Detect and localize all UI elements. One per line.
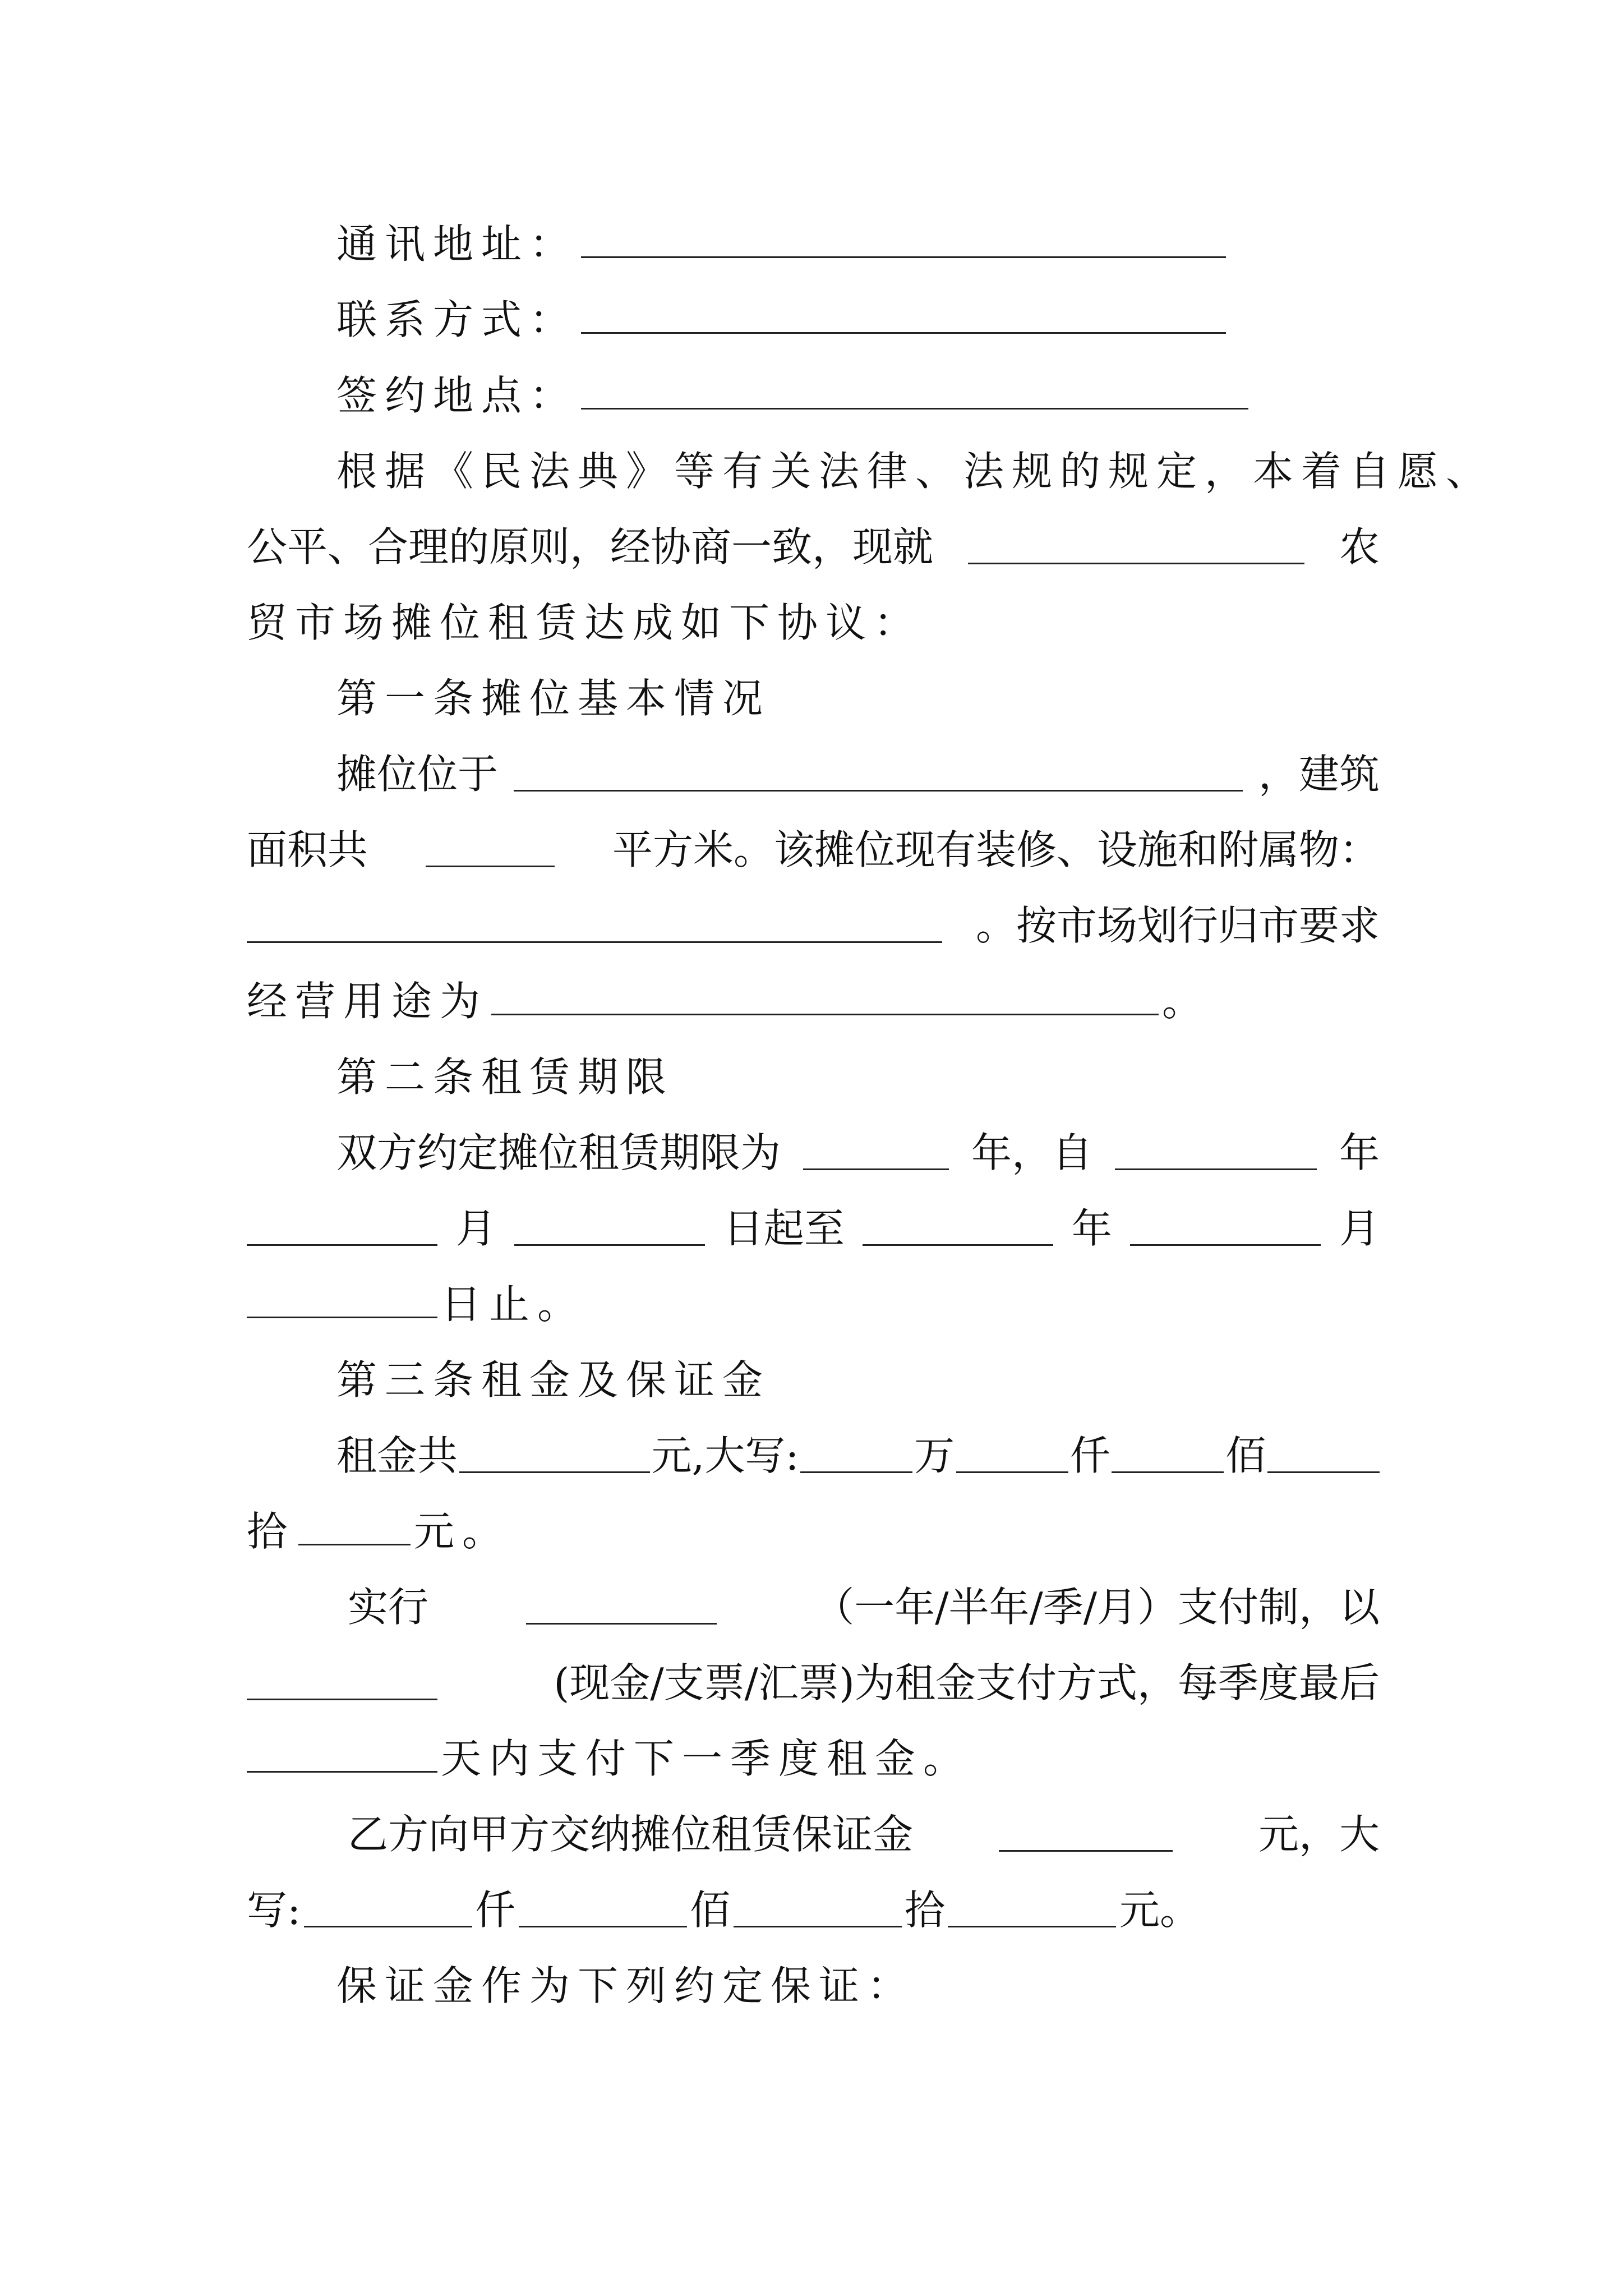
article3-line-4	[247, 1652, 1380, 1714]
article1-line-2	[247, 819, 1380, 881]
address-label: 通讯地址：	[336, 220, 578, 268]
usage-blank[interactable]	[491, 981, 1159, 1015]
usage-suffix-text: 。	[1162, 978, 1211, 1025]
pay-prefix-text: 实行	[348, 1584, 429, 1631]
rent-amount-blank[interactable]	[459, 1439, 650, 1473]
article2-line-1	[336, 1122, 1380, 1184]
article3-line-6	[348, 1803, 1380, 1865]
intro-line-1	[336, 440, 1495, 502]
shi-text: 拾	[247, 1508, 296, 1555]
phone-blank[interactable]	[581, 300, 1226, 334]
end-year-blank[interactable]	[863, 1212, 1053, 1246]
term-years-blank[interactable]	[803, 1136, 949, 1170]
deposit-prefix-text: 乙方向甲方交纳摊位租赁保证金	[348, 1811, 914, 1858]
month2-text: 月	[1339, 1205, 1380, 1252]
start-month-blank[interactable]	[247, 1212, 437, 1246]
wan-text: 万	[914, 1432, 955, 1479]
article3-line-7	[247, 1879, 1200, 1941]
signing-place-blank[interactable]	[581, 375, 1248, 409]
market-rule-text: 。按市场划行归市要求	[975, 902, 1380, 949]
market-name-blank[interactable]	[968, 530, 1304, 564]
rent-qian-blank[interactable]	[956, 1439, 1068, 1473]
intro-line-3	[247, 592, 1380, 654]
pay-method-blank[interactable]	[247, 1666, 437, 1700]
rent-yuan-blank[interactable]	[298, 1511, 411, 1545]
comma-building-text: ，建筑	[1258, 751, 1380, 798]
article3-heading: 第三条租金及保证金	[336, 1356, 771, 1404]
article1-heading: 第一条摊位基本情况	[336, 675, 771, 722]
deposit-amount-blank[interactable]	[999, 1818, 1173, 1852]
year-from-text: 年，自	[971, 1129, 1092, 1176]
year2-text: 年	[1071, 1205, 1112, 1252]
dep-shi-text: 拾	[905, 1887, 946, 1934]
article3-title	[336, 1349, 1380, 1411]
rent-prefix-text: 租金共	[336, 1432, 458, 1479]
dep-yuan-end-text: 元。	[1119, 1887, 1200, 1934]
pay-deadline-text: 天内支付下一季度租金。	[441, 1735, 972, 1782]
address-blank[interactable]	[581, 224, 1226, 258]
bai-text: 佰	[1225, 1432, 1266, 1479]
dep-bai-text: 佰	[690, 1887, 731, 1934]
deposit-qian-blank[interactable]	[304, 1893, 472, 1927]
rent-bai-blank[interactable]	[1112, 1439, 1224, 1473]
intro-text-2: 公平、合理的原则，经协商一致，现就	[247, 523, 934, 570]
rent-shi-blank[interactable]	[1267, 1439, 1380, 1473]
guarantee-text: 保证金作为下列约定保证：	[336, 1962, 916, 2009]
article2-title	[336, 1046, 1380, 1108]
intro-text-3: 农	[1339, 523, 1380, 570]
pay-method-text: (现金/支票/汇票)为租金支付方式，每季度最后	[554, 1659, 1380, 1706]
article1-line-1	[336, 743, 1380, 805]
pay-cycle-text: （一年/半年/季/月）支付制，以	[814, 1584, 1380, 1631]
rent-daxie-text: 元,大写:	[651, 1432, 799, 1479]
article3-line-8	[336, 1955, 1380, 2017]
article3-line-2	[247, 1501, 1380, 1562]
rent-wan-blank[interactable]	[800, 1439, 912, 1473]
article1-line-3	[247, 895, 1380, 956]
end-month-blank[interactable]	[1130, 1212, 1321, 1246]
located-at-text: 摊位位于	[336, 751, 499, 798]
day-end-text: 日止。	[441, 1281, 586, 1328]
article3-line-5	[247, 1728, 1380, 1789]
article3-line-3	[348, 1576, 1380, 1638]
pay-cycle-blank[interactable]	[526, 1590, 717, 1625]
deposit-shi-blank[interactable]	[734, 1893, 902, 1927]
article2-heading: 第二条租赁期限	[336, 1053, 675, 1101]
intro-text-1: 根据《民法典》等有关法律、法规的规定，本着自愿、	[336, 448, 1495, 495]
day-from-to-text: 日起至	[723, 1205, 845, 1252]
phone-label: 联系方式：	[336, 296, 578, 343]
deposit-yuan-blank[interactable]	[948, 1893, 1116, 1927]
intro-line-2	[247, 516, 1380, 578]
area-blank[interactable]	[426, 833, 555, 867]
start-year-blank[interactable]	[1115, 1136, 1317, 1170]
article2-line-3	[247, 1273, 1380, 1335]
end-day-blank[interactable]	[247, 1284, 437, 1318]
article1-title	[336, 668, 1380, 729]
usage-prefix-text: 经营用途为	[247, 978, 488, 1025]
start-day-blank[interactable]	[514, 1212, 705, 1246]
intro-text-4: 贸市场摊位租赁达成如下协议：	[247, 599, 923, 646]
deposit-daxie-text: 写:	[247, 1887, 301, 1934]
signing-place-label: 签约地点：	[336, 372, 578, 419]
deposit-yuan-text: 元，大	[1258, 1811, 1380, 1858]
signing-place-line	[336, 365, 1380, 426]
article1-line-4	[247, 970, 1380, 1032]
article2-line-2	[247, 1198, 1380, 1259]
stall-location-blank[interactable]	[514, 757, 1243, 792]
year-text: 年	[1339, 1129, 1380, 1176]
month-text: 月	[455, 1205, 496, 1252]
phone-line	[336, 289, 1380, 351]
qian-text: 仟	[1069, 1432, 1110, 1479]
address-line	[336, 213, 1380, 275]
term-prefix-text: 双方约定摊位租赁期限为	[336, 1129, 781, 1176]
deposit-bai-blank[interactable]	[519, 1893, 687, 1927]
dep-qian-text: 仟	[475, 1887, 516, 1934]
pay-days-blank[interactable]	[247, 1738, 437, 1773]
area-suffix-text: 平方米。该摊位现有装修、设施和附属物：	[612, 826, 1380, 873]
article3-line-1	[336, 1425, 1380, 1487]
yuan-end-text: 元。	[414, 1508, 511, 1555]
area-prefix-text: 面积共	[247, 826, 368, 873]
facilities-blank[interactable]	[247, 909, 942, 943]
